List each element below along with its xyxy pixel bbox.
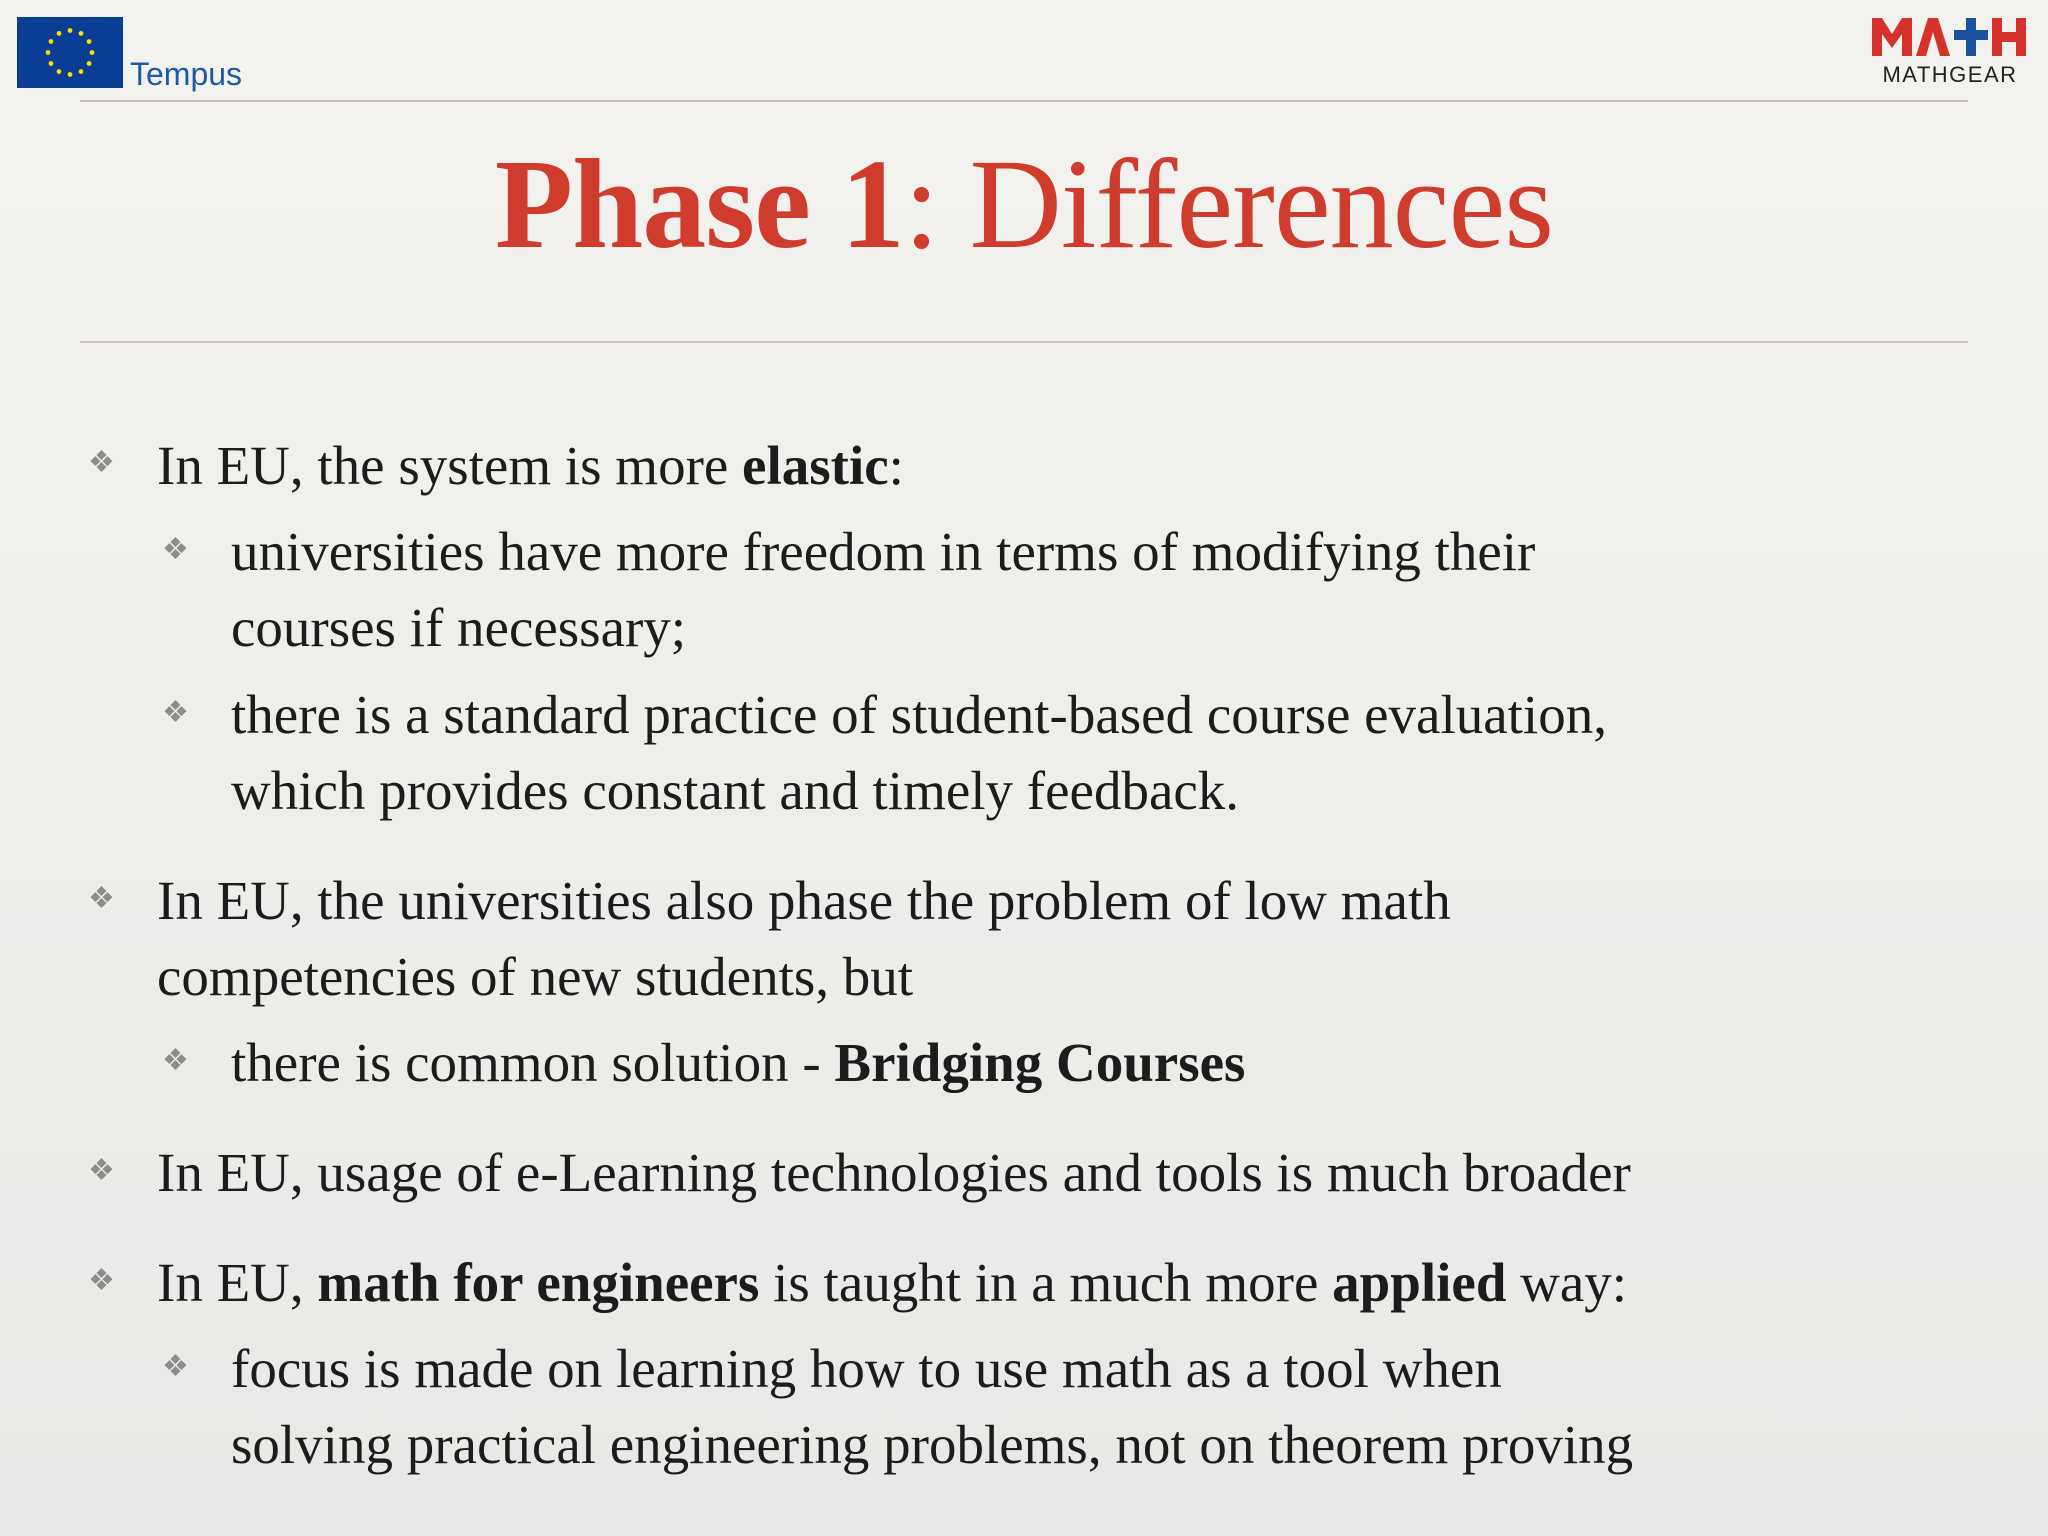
mathgear-mark-icon — [1870, 14, 2030, 58]
bullet-2-line-1: In EU, the universities also phase the problem of low math — [157, 870, 1451, 931]
title-divider — [80, 341, 1968, 343]
tempus-label: Tempus — [130, 56, 243, 92]
eu-flag-icon — [17, 17, 123, 88]
eu-star-icon — [90, 50, 95, 55]
bullet-1-1-line-1: universities have more freedom in terms of modifying their — [231, 521, 1536, 582]
bullet-4-text: In EU, math for engineers is taught in a much more applied way: — [157, 1252, 1628, 1313]
mathgear-logo — [1866, 14, 2034, 90]
bullet-2-1-text: there is common solution - Bridging Courses — [231, 1032, 1246, 1093]
eu-star-icon — [46, 50, 51, 55]
slide-title — [0, 133, 2048, 275]
eu-star-icon — [49, 39, 54, 44]
bullet-1-1-line-2: courses if necessary; — [231, 597, 687, 658]
bullet-icon: ❖ — [88, 882, 115, 915]
bullet-3-text: In EU, usage of e-Learning technologies and tools is much broader — [157, 1142, 1631, 1203]
mathgear-label: MATHGEAR — [1882, 62, 2018, 87]
eu-star-icon — [79, 31, 84, 36]
slide-title-bold: Phase 1 — [494, 133, 904, 275]
bullet-1-2-line-1: there is a standard practice of student-based course evaluation, — [231, 684, 1607, 745]
bullet-1-text: In EU, the system is more elastic: — [157, 435, 904, 496]
bullet-icon: ❖ — [162, 1044, 189, 1077]
eu-star-icon — [57, 69, 62, 74]
eu-star-icon — [68, 28, 73, 33]
bullet-icon: ❖ — [88, 1264, 115, 1297]
eu-star-icon — [57, 31, 62, 36]
slide-title-rest: : Differences — [903, 133, 1554, 275]
bullet-1-bold: elastic — [742, 435, 889, 496]
bullet-icon: ❖ — [88, 446, 115, 479]
eu-star-icon — [68, 72, 73, 77]
bullet-4-1-line-2: solving practical engineering problems, not on theorem proving — [231, 1414, 1634, 1475]
bullet-1-2-line-2: which provides constant and timely feedback. — [231, 760, 1240, 821]
eu-star-icon — [79, 69, 84, 74]
bridging-courses-bold: Bridging Courses — [834, 1032, 1246, 1093]
eu-star-icon — [87, 61, 92, 66]
header-divider — [80, 100, 1968, 102]
bullet-icon: ❖ — [162, 533, 189, 566]
bullet-4-1-line-1: focus is made on learning how to use math as a tool when — [231, 1338, 1502, 1399]
bullet-2-line-2: competencies of new students, but — [157, 946, 914, 1007]
eu-star-icon — [49, 61, 54, 66]
bullet-icon: ❖ — [88, 1154, 115, 1187]
bullet-icon: ❖ — [162, 1350, 189, 1383]
eu-star-icon — [87, 39, 92, 44]
bullet-icon: ❖ — [162, 696, 189, 729]
